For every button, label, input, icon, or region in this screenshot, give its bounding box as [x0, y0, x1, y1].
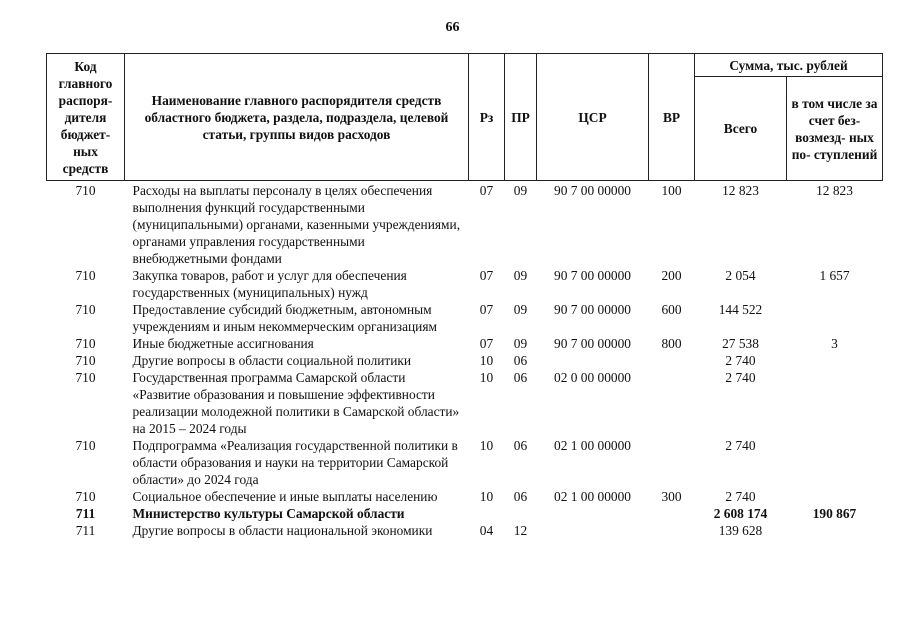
cell-code: 710 — [75, 370, 96, 385]
cell-total: 2 740 — [725, 370, 756, 385]
cell-csr: 02 1 00 00000 — [554, 438, 631, 453]
cell-name: Другие вопросы в области социальной политики — [132, 353, 412, 368]
cell-rz: 10 — [479, 489, 494, 504]
cell-pr: 09 — [513, 183, 528, 198]
cell-rz: 10 — [479, 370, 494, 385]
cell-rz: 07 — [479, 302, 494, 317]
header-csr: ЦСР — [537, 54, 649, 181]
header-vr: ВР — [649, 54, 695, 181]
cell-pr: 06 — [513, 370, 528, 385]
table-row — [47, 488, 883, 505]
cell-pr: 09 — [513, 302, 528, 317]
cell-pr: 06 — [513, 438, 528, 453]
cell-total: 12 823 — [722, 183, 759, 198]
cell-pr: 12 — [513, 523, 528, 538]
cell-vr — [649, 352, 695, 369]
cell-code: 710 — [75, 302, 96, 317]
cell-incl: 190 867 — [812, 506, 857, 521]
cell-code: 710 — [75, 438, 96, 453]
cell-incl — [787, 522, 883, 539]
cell-vr — [649, 522, 695, 539]
cell-pr — [505, 505, 537, 522]
cell-name: Министерство культуры Самарской области — [132, 506, 405, 521]
header-total: Всего — [695, 77, 787, 181]
table-row — [47, 181, 883, 268]
header-rz: Рз — [469, 54, 505, 181]
cell-total: 2 608 174 — [713, 506, 768, 521]
cell-code: 710 — [75, 183, 96, 198]
table-row — [47, 335, 883, 352]
cell-pr: 06 — [513, 353, 528, 368]
cell-csr: 90 7 00 00000 — [554, 336, 631, 351]
cell-vr: 200 — [661, 268, 682, 283]
cell-total: 2 054 — [725, 268, 756, 283]
cell-rz: 10 — [479, 353, 494, 368]
header-name: Наименование главного распорядителя средств областного бюджета, раздела, подраздела, целевой статьи, группы видов расходов — [125, 54, 469, 181]
table-row — [47, 301, 883, 335]
cell-code: 711 — [75, 523, 96, 538]
cell-rz: 04 — [479, 523, 494, 538]
cell-csr — [537, 352, 649, 369]
table-row — [47, 352, 883, 369]
cell-incl — [787, 488, 883, 505]
cell-name: Подпрограмма «Реализация государственной политики в области образования и науки на территории Самарской области» до 2024 года — [132, 438, 458, 487]
cell-incl — [787, 301, 883, 335]
cell-name: Предоставление субсидий бюджетным, автономным учреждениям и иным некоммерческим организациям — [132, 302, 437, 334]
table-row — [47, 437, 883, 488]
cell-name: Государственная программа Самарской области «Развитие образования и повышение эффективности реализации молодежной политики в Самарской области» на 2015 – 2024 годы — [132, 370, 460, 436]
cell-csr: 90 7 00 00000 — [554, 183, 631, 198]
cell-incl: 1 657 — [819, 268, 850, 283]
cell-incl: 3 — [831, 336, 838, 351]
cell-csr: 90 7 00 00000 — [554, 302, 631, 317]
cell-vr: 300 — [661, 489, 682, 504]
cell-total: 27 538 — [722, 336, 759, 351]
cell-csr: 02 0 00 00000 — [554, 370, 631, 385]
cell-name: Закупка товаров, работ и услуг для обеспечения государственных (муниципальных) нужд — [132, 268, 407, 300]
header-incl: в том числе за счет без- возмезд- ных по- ступлений — [787, 77, 883, 181]
cell-csr: 90 7 00 00000 — [554, 268, 631, 283]
cell-total: 144 522 — [718, 302, 763, 317]
cell-name: Другие вопросы в области национальной экономики — [132, 523, 433, 538]
cell-incl — [787, 437, 883, 488]
cell-pr: 09 — [513, 268, 528, 283]
cell-code: 711 — [75, 506, 96, 521]
cell-csr — [537, 505, 649, 522]
header-pr: ПР — [505, 54, 537, 181]
cell-csr — [537, 522, 649, 539]
page-number: 66 — [445, 20, 460, 35]
cell-code: 710 — [75, 489, 96, 504]
cell-total: 2 740 — [725, 438, 756, 453]
cell-total: 139 628 — [718, 523, 763, 538]
cell-incl — [787, 369, 883, 437]
cell-code: 710 — [75, 336, 96, 351]
cell-csr: 02 1 00 00000 — [554, 489, 631, 504]
cell-pr: 09 — [513, 336, 528, 351]
header-code: Код главного распоря- дителя бюджет- ных средств — [47, 54, 125, 181]
cell-rz — [469, 505, 505, 522]
cell-vr — [649, 369, 695, 437]
cell-rz: 10 — [479, 438, 494, 453]
cell-vr: 600 — [661, 302, 682, 317]
cell-code: 710 — [75, 268, 96, 283]
table-row — [47, 505, 883, 522]
cell-name: Иные бюджетные ассигнования — [132, 336, 314, 351]
table-row — [47, 522, 883, 539]
cell-total: 2 740 — [725, 353, 756, 368]
cell-vr: 800 — [661, 336, 682, 351]
cell-incl: 12 823 — [816, 183, 853, 198]
header-sum-group: Сумма, тыс. рублей — [695, 54, 883, 77]
cell-rz: 07 — [479, 268, 494, 283]
cell-name: Расходы на выплаты персоналу в целях обеспечения выполнения функций государственными (муниципальными) органами, казенными учреждениями, органами управления государственными внебюджетными фондами — [132, 183, 461, 266]
cell-total: 2 740 — [725, 489, 756, 504]
table-row — [47, 267, 883, 301]
table-header — [47, 54, 883, 181]
cell-rz: 07 — [479, 336, 494, 351]
cell-vr: 100 — [661, 183, 682, 198]
cell-pr: 06 — [513, 489, 528, 504]
cell-name: Социальное обеспечение и иные выплаты населению — [132, 489, 438, 504]
table-body — [47, 181, 883, 540]
cell-rz: 07 — [479, 183, 494, 198]
cell-code: 710 — [75, 353, 96, 368]
cell-vr — [649, 505, 695, 522]
budget-table — [46, 53, 883, 539]
cell-vr — [649, 437, 695, 488]
cell-incl — [787, 352, 883, 369]
table-row — [47, 369, 883, 437]
